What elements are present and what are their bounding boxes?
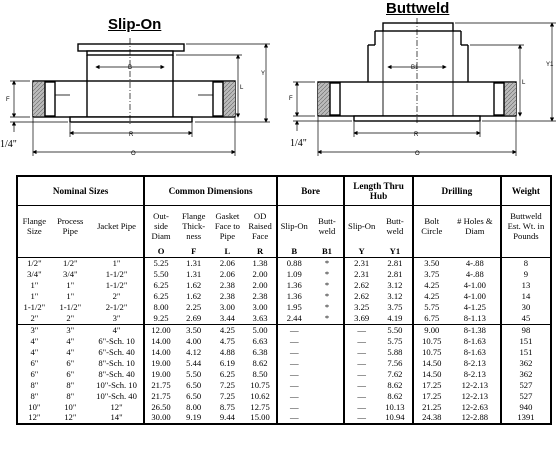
table-cell: 8.00 <box>186 401 202 412</box>
table-cell: 6.25 <box>144 280 177 291</box>
table-group-header <box>17 176 551 206</box>
table-row <box>17 269 551 280</box>
column-symbol <box>501 246 551 258</box>
table-row <box>17 324 551 335</box>
table-cell: 6"-Sch. 10 <box>98 335 135 346</box>
table-body <box>17 258 551 425</box>
table-cell: 4.25 <box>413 280 450 291</box>
column-header: Out-side Diam <box>144 206 177 247</box>
table-cell: 4" <box>66 335 75 346</box>
table-cell: 12" <box>28 412 41 423</box>
table-cell: 1.31 <box>186 269 202 280</box>
table-cell: 2.06 <box>219 269 235 280</box>
table-cell: — <box>277 357 311 368</box>
table-cell: 8.00 <box>144 302 177 313</box>
table-cell: — <box>344 347 378 358</box>
table-cell: 8.62 <box>387 390 403 401</box>
table-cell: 2.81 <box>387 269 403 280</box>
table-cell: 17.25 <box>413 390 450 401</box>
table-cell: * <box>324 258 330 269</box>
table-cell: 14" <box>110 412 123 423</box>
table-row <box>17 258 551 269</box>
table-cell: 3.12 <box>387 280 403 291</box>
table-cell: 2" <box>17 313 51 324</box>
table-cell: 8-1.38 <box>463 324 486 335</box>
table-cell: 2.00 <box>252 269 268 280</box>
table-cell: 5.50 <box>144 269 177 280</box>
table-cell: 10.62 <box>250 390 270 401</box>
table-cell: 6.50 <box>186 379 202 390</box>
column-symbol <box>51 246 90 258</box>
group-nominal-sizes: Nominal Sizes <box>17 176 144 206</box>
table-cell: 3.00 <box>219 302 235 313</box>
table-cell: 6"-Sch. 40 <box>98 346 135 357</box>
table-cell: 1.31 <box>186 258 202 269</box>
group-bore: Bore <box>277 176 344 206</box>
column-symbol <box>413 246 450 258</box>
table-cell: 19.00 <box>144 357 177 368</box>
table-cell: 3.12 <box>387 291 403 302</box>
table-cell <box>311 379 345 390</box>
slipon-r-label: R <box>129 132 134 138</box>
table-row <box>17 302 551 313</box>
table-cell: * <box>311 313 345 324</box>
table-cell: 10"-Sch. 40 <box>96 390 137 401</box>
slipon-l-label: L <box>240 85 244 91</box>
table-cell: 8"-Sch. 10 <box>98 357 135 368</box>
column-symbol <box>450 246 501 258</box>
table-cell: 4-.88 <box>465 258 484 269</box>
table-cell: 6.19 <box>219 357 235 368</box>
table-cell: 9 <box>501 269 551 280</box>
table-cell: 2.44 <box>277 313 311 324</box>
table-row <box>17 368 551 379</box>
table-cell: 30.00 <box>144 412 177 424</box>
column-symbol: R <box>244 246 277 258</box>
table-cell: * <box>324 302 330 313</box>
table-cell: 4" <box>66 346 75 357</box>
table-subheader <box>17 206 551 247</box>
table-cell: 3" <box>30 324 39 335</box>
group-common-dimensions: Common Dimensions <box>144 176 277 206</box>
table-cell: 6.25 <box>219 368 235 379</box>
table-cell: 2.38 <box>252 291 268 302</box>
table-cell: 10" <box>64 401 77 412</box>
table-cell: 14.00 <box>144 336 177 347</box>
slipon-quarter-label: 1/4" <box>0 139 17 150</box>
table-cell: 1.62 <box>186 291 202 302</box>
table-cell: 6" <box>66 368 75 379</box>
table-cell: 10.75 <box>413 347 450 358</box>
column-symbol: O <box>144 246 177 258</box>
table-cell: — <box>277 336 311 347</box>
column-header: Process Pipe <box>57 216 84 236</box>
table-cell: 1-1/2" <box>105 280 128 291</box>
table-cell: — <box>277 379 311 390</box>
table-row <box>17 390 551 401</box>
table-cell: 3.25 <box>344 302 378 313</box>
table-cell: 10.13 <box>385 401 405 412</box>
table-cell: 6" <box>66 357 75 368</box>
table-cell: 6" <box>30 357 39 368</box>
column-header: Slip-On <box>277 206 311 247</box>
table-row <box>17 379 551 390</box>
table-cell: 3.50 <box>413 258 450 269</box>
table-row <box>17 280 551 291</box>
table-cell <box>311 412 345 424</box>
table-cell: — <box>344 368 378 379</box>
column-header: Jacket Pipe <box>97 221 136 231</box>
table-cell: 14.50 <box>413 357 450 368</box>
table-cell: — <box>344 357 378 368</box>
table-cell: 10.94 <box>385 412 405 423</box>
table-cell <box>311 336 345 347</box>
table-cell: 2.62 <box>344 291 378 302</box>
table-cell: 12" <box>110 401 123 412</box>
table-cell: 9.44 <box>219 412 235 423</box>
table-row <box>17 401 551 412</box>
table-cell: 12.75 <box>250 401 270 412</box>
table-cell: — <box>344 412 378 424</box>
table-cell: — <box>277 368 311 379</box>
buttweld-y1-label: Y1 <box>546 62 554 68</box>
table-cell: 10.75 <box>250 379 270 390</box>
table-cell: 12.00 <box>144 324 177 335</box>
table-cell: 3.69 <box>344 313 378 324</box>
table-cell: 10.75 <box>413 336 450 347</box>
table-cell: 7.25 <box>219 390 235 401</box>
table-cell: 1/2" <box>63 258 78 269</box>
column-header: # Holes & Diam <box>457 216 493 236</box>
table-cell: 4.25 <box>219 324 235 335</box>
column-symbol: B <box>277 246 311 258</box>
table-row <box>17 412 551 424</box>
table-cell <box>311 324 345 335</box>
table-symbols <box>17 246 551 258</box>
table-row <box>17 347 551 358</box>
table-cell: 9.19 <box>186 412 202 423</box>
buttweld-o-label: O <box>415 151 420 157</box>
table-cell: 4.25 <box>413 291 450 302</box>
table-cell: 362 <box>501 368 551 379</box>
table-cell <box>311 368 345 379</box>
slipon-y-label: Y <box>261 71 266 77</box>
table-cell: 12" <box>64 412 77 423</box>
table-cell: 2" <box>51 313 90 324</box>
column-header: Flange Size <box>22 216 47 236</box>
table-cell: — <box>277 412 311 424</box>
table-cell: 1.62 <box>186 280 202 291</box>
table-cell: 2.69 <box>177 313 211 324</box>
column-symbol <box>90 246 144 258</box>
table-cell: 4" <box>112 324 121 335</box>
table-cell: 1.09 <box>277 269 311 280</box>
column-symbol: Y <box>344 246 378 258</box>
table-cell: 1" <box>30 291 39 302</box>
table-cell: 1-1/2" <box>23 302 46 313</box>
column-header: Gasket Face to Pipe <box>214 211 240 241</box>
table-cell: 8-1.13 <box>450 313 501 324</box>
slipon-b-label: B <box>128 65 133 71</box>
table-cell: 2.62 <box>344 280 378 291</box>
table-cell: 8.62 <box>252 357 268 368</box>
group-length-thru-hub: Length Thru Hub <box>344 176 413 206</box>
table-cell: 7.25 <box>219 379 235 390</box>
table-cell: 8-1.63 <box>463 346 486 357</box>
table-cell: — <box>277 324 311 335</box>
table-cell: 3.63 <box>244 313 277 324</box>
table-cell: 21.75 <box>144 390 177 401</box>
column-symbol: Y1 <box>378 246 413 258</box>
table-cell: 26.50 <box>144 401 177 412</box>
table-cell: 4-1.00 <box>463 280 486 291</box>
buttweld-quarter-label: 1/4" <box>290 138 307 149</box>
slipon-f-label: F <box>6 97 10 103</box>
table-cell: — <box>344 324 378 335</box>
table-cell: 2.06 <box>219 258 235 269</box>
table-cell: 8" <box>66 390 75 401</box>
table-cell: 3.44 <box>211 313 245 324</box>
table-cell: 14.00 <box>144 347 177 358</box>
table-cell: 362 <box>501 357 551 368</box>
table-cell: 4" <box>30 346 39 357</box>
table-cell: 5.50 <box>186 368 202 379</box>
table-cell: 30 <box>501 302 551 313</box>
table-cell: 7.62 <box>387 368 403 379</box>
table-cell: 24.38 <box>413 412 450 424</box>
column-header: Slip-On <box>344 206 378 247</box>
table-cell: — <box>277 401 311 412</box>
table-cell: 45 <box>501 313 551 324</box>
table-cell: 2.31 <box>344 269 378 280</box>
table-cell: 5.75 <box>387 335 403 346</box>
table-cell: 2-1/2" <box>105 302 128 313</box>
table-cell: 1-1/2" <box>105 269 128 280</box>
table-cell: 5.75 <box>413 302 450 313</box>
table-row <box>17 336 551 347</box>
table-cell: 5.00 <box>252 324 268 335</box>
flange-drawings <box>0 0 560 175</box>
table-cell: 4-1.00 <box>463 291 486 302</box>
table-cell: 17.25 <box>413 379 450 390</box>
table-cell: — <box>277 390 311 401</box>
table-cell: 3" <box>66 324 75 335</box>
table-cell: 4.12 <box>186 346 202 357</box>
table-cell: 8.50 <box>252 368 268 379</box>
table-cell: 2.81 <box>387 258 403 269</box>
table-cell: 527 <box>501 390 551 401</box>
table-cell: 10"-Sch. 10 <box>96 379 137 390</box>
table-cell: 0.88 <box>277 258 311 269</box>
table-cell: 2.38 <box>219 280 235 291</box>
table-cell: 151 <box>501 336 551 347</box>
table-cell: 12-2.63 <box>461 401 489 412</box>
table-cell: * <box>324 291 330 302</box>
table-cell: 3/4" <box>27 269 42 280</box>
table-cell: 151 <box>501 347 551 358</box>
table-cell: 940 <box>501 401 551 412</box>
buttweld-r-label: R <box>414 132 419 138</box>
table-cell: 2.31 <box>344 258 378 269</box>
table-cell: 1" <box>112 258 121 269</box>
table-cell: 6.63 <box>252 335 268 346</box>
table-cell: — <box>344 379 378 390</box>
table-cell: 2.25 <box>186 302 202 313</box>
table-cell: 2" <box>112 291 121 302</box>
table-cell: 1.36 <box>277 291 311 302</box>
table-cell: 12-2.88 <box>461 412 489 423</box>
table-cell: — <box>344 401 378 412</box>
table-cell: 10" <box>28 401 41 412</box>
buttweld-l-label: L <box>522 80 526 86</box>
group-drilling: Drilling <box>413 176 501 206</box>
table-cell: 5.50 <box>387 324 403 335</box>
table-cell: 6.25 <box>144 291 177 302</box>
table-cell: 8.62 <box>387 379 403 390</box>
table-cell: 4.19 <box>378 313 413 324</box>
table-cell: 1.38 <box>252 258 268 269</box>
table-cell: 4-1.25 <box>463 302 486 313</box>
column-header: Bolt Circle <box>413 206 450 247</box>
table-cell: 1" <box>30 280 39 291</box>
table-cell: 21.75 <box>144 379 177 390</box>
flange-dimensions-table <box>16 175 552 425</box>
table-cell: 1/2" <box>27 258 42 269</box>
table-cell <box>311 401 345 412</box>
table-cell: 8-2.13 <box>463 368 486 379</box>
column-symbol <box>17 246 51 258</box>
table-row <box>17 291 551 302</box>
table-cell: 8" <box>66 379 75 390</box>
table-cell: 3.75 <box>413 269 450 280</box>
table-cell: * <box>324 269 330 280</box>
table-cell <box>311 390 345 401</box>
table-cell: 5.44 <box>186 357 202 368</box>
table-row <box>17 313 551 324</box>
table-cell: 6.38 <box>252 346 268 357</box>
column-header: Butt-weld <box>386 216 404 236</box>
table-cell: 5.88 <box>387 346 403 357</box>
table-cell: 6.75 <box>413 313 450 324</box>
column-header: OD Raised Face <box>248 211 272 241</box>
table-cell: 2.38 <box>219 291 235 302</box>
table-cell: 98 <box>501 324 551 335</box>
table-cell: 4.00 <box>186 335 202 346</box>
table-cell: 19.00 <box>144 368 177 379</box>
table-cell: 1-1/2" <box>59 302 82 313</box>
table-cell: 4.88 <box>219 346 235 357</box>
table-cell: 4" <box>30 335 39 346</box>
table-row <box>17 357 551 368</box>
table-cell: 4-.88 <box>465 269 484 280</box>
column-header: Buttweld Est. Wt. in Pounds <box>501 206 551 247</box>
table-cell: 3.50 <box>186 324 202 335</box>
table-cell: 8 <box>501 258 551 269</box>
column-header: Butt-weld <box>318 216 336 236</box>
table-cell: 8" <box>30 379 39 390</box>
slipon-o-label: O <box>131 151 136 157</box>
table-cell: 3/4" <box>63 269 78 280</box>
table-cell: * <box>324 280 330 291</box>
column-symbol: B1 <box>311 246 345 258</box>
table-cell: 3.00 <box>252 302 268 313</box>
table-cell <box>311 357 345 368</box>
table-cell: 1.95 <box>277 302 311 313</box>
table-cell: 8-1.63 <box>463 335 486 346</box>
buttweld-b1-label: B1 <box>411 65 419 71</box>
group-weight: Weight <box>501 176 551 206</box>
table-cell: 8"-Sch. 40 <box>98 368 135 379</box>
table-cell: 7.56 <box>387 357 403 368</box>
table-cell: 21.25 <box>413 401 450 412</box>
table-cell: 2.00 <box>252 280 268 291</box>
table-cell: 6.50 <box>186 390 202 401</box>
slipon-drawing <box>33 44 235 122</box>
table-cell: 1" <box>66 280 75 291</box>
table-cell: 3.75 <box>387 302 403 313</box>
table-cell: 4.75 <box>219 335 235 346</box>
table-cell: 9.25 <box>144 313 177 324</box>
table-cell: 13 <box>501 280 551 291</box>
column-header: Flange Thick-ness <box>182 211 206 241</box>
table-cell: 1.36 <box>277 280 311 291</box>
table-cell: 12-2.13 <box>461 390 489 401</box>
table-cell: 8.75 <box>219 401 235 412</box>
column-symbol: F <box>177 246 211 258</box>
buttweld-title: Buttweld <box>386 0 450 17</box>
table-cell: 5.25 <box>144 258 177 269</box>
column-symbol: L <box>211 246 245 258</box>
table-cell: — <box>344 336 378 347</box>
table-cell: 14 <box>501 291 551 302</box>
table-cell: 1391 <box>501 412 551 424</box>
buttweld-f-label: F <box>289 96 293 102</box>
table-cell: 15.00 <box>250 412 270 423</box>
table-cell: 8-2.13 <box>463 357 486 368</box>
table-cell: 12-2.13 <box>461 379 489 390</box>
table-cell: 3" <box>90 313 144 324</box>
table-cell: 1" <box>66 291 75 302</box>
table-cell: 6" <box>30 368 39 379</box>
table-cell: 14.50 <box>413 368 450 379</box>
slipon-title: Slip-On <box>108 16 162 33</box>
table-cell: 9.00 <box>413 324 450 335</box>
table-cell <box>311 347 345 358</box>
table-cell: — <box>344 390 378 401</box>
table-cell: — <box>277 347 311 358</box>
table-cell: 8" <box>30 390 39 401</box>
table-cell: 527 <box>501 379 551 390</box>
